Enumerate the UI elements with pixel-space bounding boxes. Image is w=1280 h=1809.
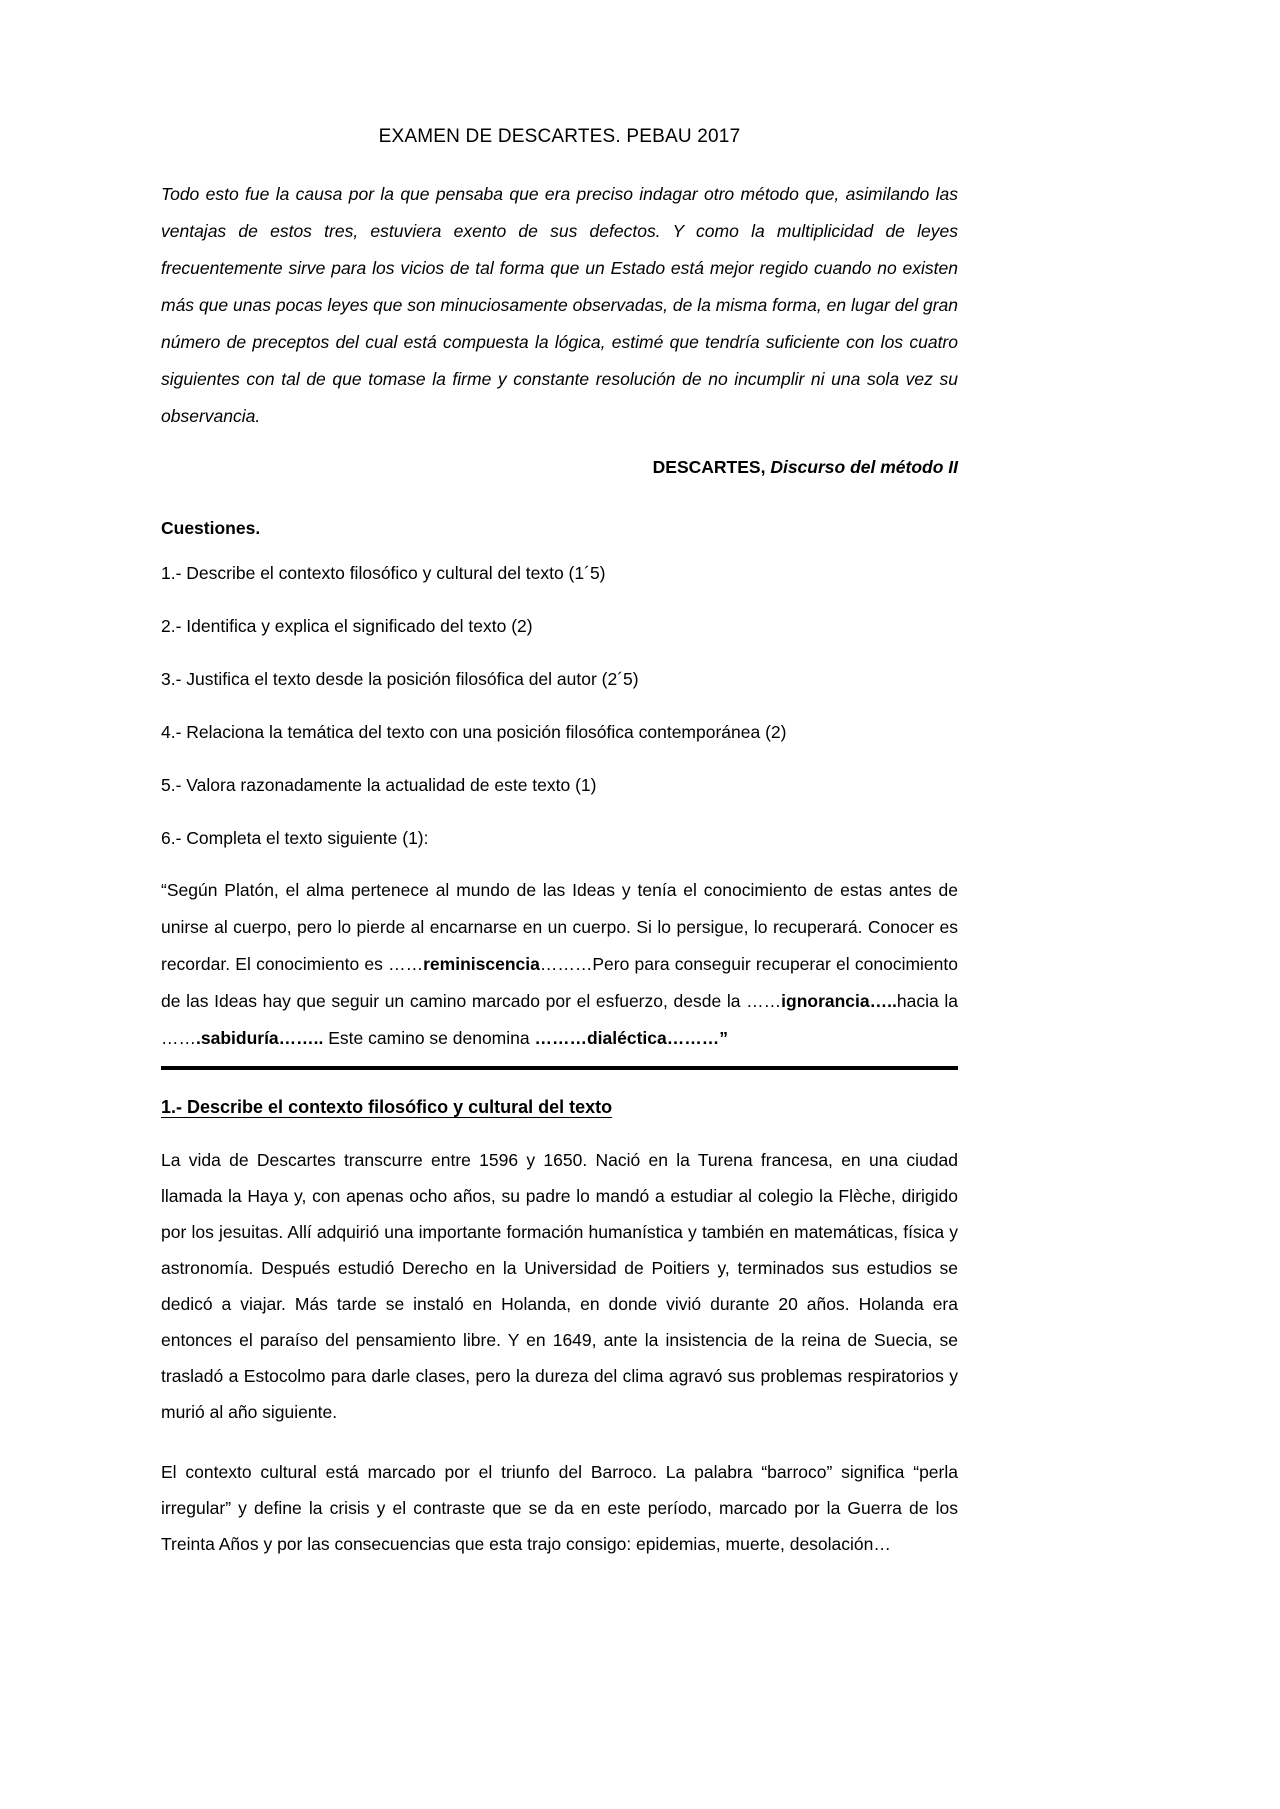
- question-item-1: 1.- Describe el contexto filosófico y cultural del texto (1´5): [161, 563, 606, 583]
- quote-attribution: [161, 457, 958, 478]
- questions-heading: Cuestiones.: [161, 518, 261, 538]
- attribution-author: DESCARTES,: [652, 457, 766, 477]
- descartes-quote-paragraph: Todo esto fue la causa por la que pensaba que era preciso indagar otro método que, asimilando las ventajas de estos tres, estuviera exento de sus defectos. Y como la multiplicidad de leyes frecuentemente sirve para los vicios de tal forma que un Estado está mejor regido cuando no existen más que unas pocas leyes que son minuciosamente observadas, de la misma forma, en lugar del gran número de preceptos del cual está compuesta la lógica, estimé que tendría suficiente con los cuatro siguientes con tal de que tomase la firme y constante resolución de no incumplir ni una sola vez su observancia.: [161, 184, 958, 426]
- fill-answer-sabiduria: .sabiduría……..: [196, 1028, 324, 1048]
- document-title: EXAMEN DE DESCARTES. PEBAU 2017: [378, 126, 741, 147]
- fill-text-segment: Este camino se denomina: [323, 1028, 535, 1048]
- fill-text-segment: hacia la ……: [161, 991, 958, 1048]
- fill-answer-reminiscencia: reminiscencia: [423, 954, 540, 974]
- question-item-2: 2.- Identifica y explica el significado del texto (2): [161, 616, 533, 636]
- question-item-6: 6.- Completa el texto siguiente (1):: [161, 828, 429, 848]
- question-item-4: 4.- Relaciona la temática del texto con una posición filosófica contemporánea (2): [161, 722, 787, 742]
- fill-answer-ignorancia: ignorancia…..: [781, 991, 897, 1011]
- question-item-3: 3.- Justifica el texto desde la posición filosófica del autor (2´5): [161, 669, 639, 689]
- fill-answer-dialectica: ………dialéctica………”: [534, 1028, 729, 1048]
- fill-text-segment: ………Pero para conseguir recuperar el conocimiento de las Ideas hay que seguir un camino marcado por el esfuerzo, desde la ……: [161, 954, 958, 1011]
- answer-section-heading: 1.- Describe el contexto filosófico y cultural del texto: [161, 1097, 613, 1117]
- section-divider-rule: [161, 1066, 958, 1070]
- questions-list: [161, 555, 958, 857]
- fill-text-segment: “Según Platón, el alma pertenece al mundo de las Ideas y tenía el conocimiento de estas antes de unirse al cuerpo, pero lo pierde al encarnarse en un cuerpo. Si lo persigue, lo recuperará. Conocer es recordar. El conocimiento es ……: [161, 880, 958, 974]
- answer-paragraph-cultural-context: El contexto cultural está marcado por el triunfo del Barroco. La palabra “barroco” significa “perla irregular” y define la crisis y el contraste que se da en este período, marcado por la Guerra de los Treinta Años y por las consecuencias que esta trajo consigo: epidemias, muerte, desolación…: [161, 1462, 958, 1554]
- question-item-5: 5.- Valora razonadamente la actualidad de este texto (1): [161, 775, 597, 795]
- fill-in-text-paragraph: [161, 872, 958, 1057]
- attribution-work-title: Discurso del método II: [765, 457, 958, 477]
- answer-paragraph-biography: La vida de Descartes transcurre entre 1596 y 1650. Nació en la Turena francesa, en una ciudad llamada la Haya y, con apenas ocho años, su padre lo mandó a estudiar al colegio la Flèche, dirigido por los jesuitas. Allí adquirió una importante formación humanística y también en matemáticas, física y astronomía. Después estudió Derecho en la Universidad de Poitiers y, terminados sus estudios se dedicó a viajar. Más tarde se instaló en Holanda, en donde vivió durante 20 años. Holanda era entonces el paraíso del pensamiento libre. Y en 1649, ante la insistencia de la reina de Suecia, se trasladó a Estocolmo para darle clases, pero la dureza del clima agravó sus problemas respiratorios y murió al año siguiente.: [161, 1150, 958, 1422]
